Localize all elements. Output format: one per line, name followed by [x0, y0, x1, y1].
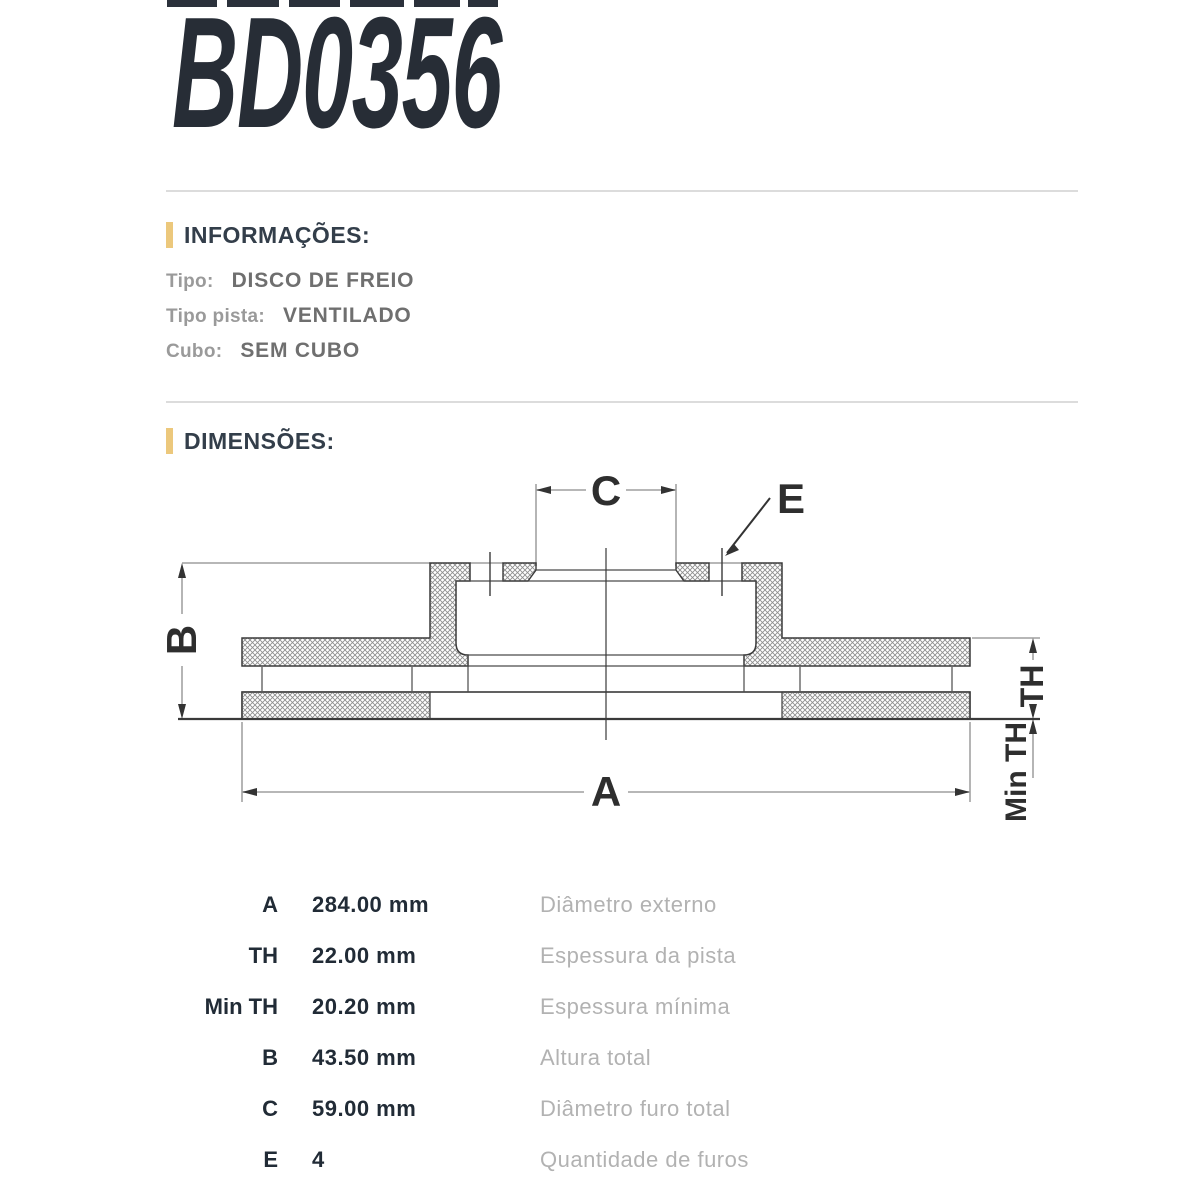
- spec-value: 20.20 mm: [312, 994, 417, 1019]
- info-label: Tipo:: [166, 271, 214, 292]
- bolt-hole-leader-line: [727, 498, 770, 553]
- spec-key: A: [262, 892, 278, 917]
- spec-value: 4: [312, 1147, 325, 1172]
- info-value: VENTILADO: [283, 304, 412, 327]
- informacoes-heading: INFORMAÇÕES:: [184, 222, 371, 248]
- table-row: [150, 1083, 1050, 1134]
- center-hole-collar-right: [676, 563, 709, 581]
- table-row: [150, 1134, 1050, 1185]
- divider: [166, 190, 1078, 192]
- info-row-tipo-pista: [166, 299, 412, 333]
- info-row-cubo: [166, 334, 360, 368]
- dimensoes-heading: DIMENSÕES:: [184, 428, 335, 454]
- info-value: SEM CUBO: [240, 339, 360, 362]
- interior-edges: [262, 570, 952, 692]
- spec-key: B: [262, 1045, 278, 1070]
- spec-key: E: [263, 1147, 278, 1172]
- dimension-label-th: TH: [1014, 664, 1050, 708]
- dimension-label-c: C: [590, 467, 622, 514]
- section-accent-bar: [166, 222, 173, 248]
- table-row: [150, 981, 1050, 1032]
- info-value: DISCO DE FREIO: [231, 269, 415, 292]
- table-row: [150, 879, 1050, 930]
- spec-description: Quantidade de furos: [540, 1147, 749, 1172]
- spec-key: C: [262, 1096, 278, 1121]
- spec-value: 43.50 mm: [312, 1045, 417, 1070]
- spec-description: Espessura mínima: [540, 994, 731, 1019]
- dimension-label-b: B: [158, 624, 205, 656]
- disc-lower-plate-hatch-right: [782, 692, 970, 719]
- brake-disc-cross-section-diagram: [140, 460, 1100, 840]
- center-hole-collar-left: [503, 563, 536, 581]
- spec-key: Min TH: [204, 994, 278, 1019]
- disc-lower-plate-hatch-left: [242, 692, 430, 719]
- spec-value: 59.00 mm: [312, 1096, 417, 1121]
- dimension-label-min-th: Min TH: [1000, 722, 1033, 822]
- divider: [166, 401, 1078, 403]
- part-number-title: BD0356: [172, 0, 502, 161]
- disc-left-plate-and-hub-wall: [242, 563, 470, 666]
- info-label: Cubo:: [166, 341, 223, 362]
- spec-description: Altura total: [540, 1045, 652, 1070]
- spec-description: Diâmetro externo: [540, 892, 717, 917]
- info-label: Tipo pista:: [166, 306, 266, 327]
- table-row: [150, 1032, 1050, 1083]
- spec-value: 22.00 mm: [312, 943, 417, 968]
- dimension-spec-table: [150, 879, 1050, 1185]
- dimension-label-a: A: [590, 768, 622, 815]
- table-row: [150, 930, 1050, 981]
- disc-right-plate-and-hub-wall: [742, 563, 970, 666]
- section-accent-bar: [166, 428, 173, 454]
- spec-description: Espessura da pista: [540, 943, 737, 968]
- dimension-label-e: E: [776, 475, 806, 522]
- spec-value: 284.00 mm: [312, 892, 430, 917]
- spec-description: Diâmetro furo total: [540, 1096, 731, 1121]
- spec-key: TH: [248, 943, 278, 968]
- info-row-tipo: [166, 264, 414, 298]
